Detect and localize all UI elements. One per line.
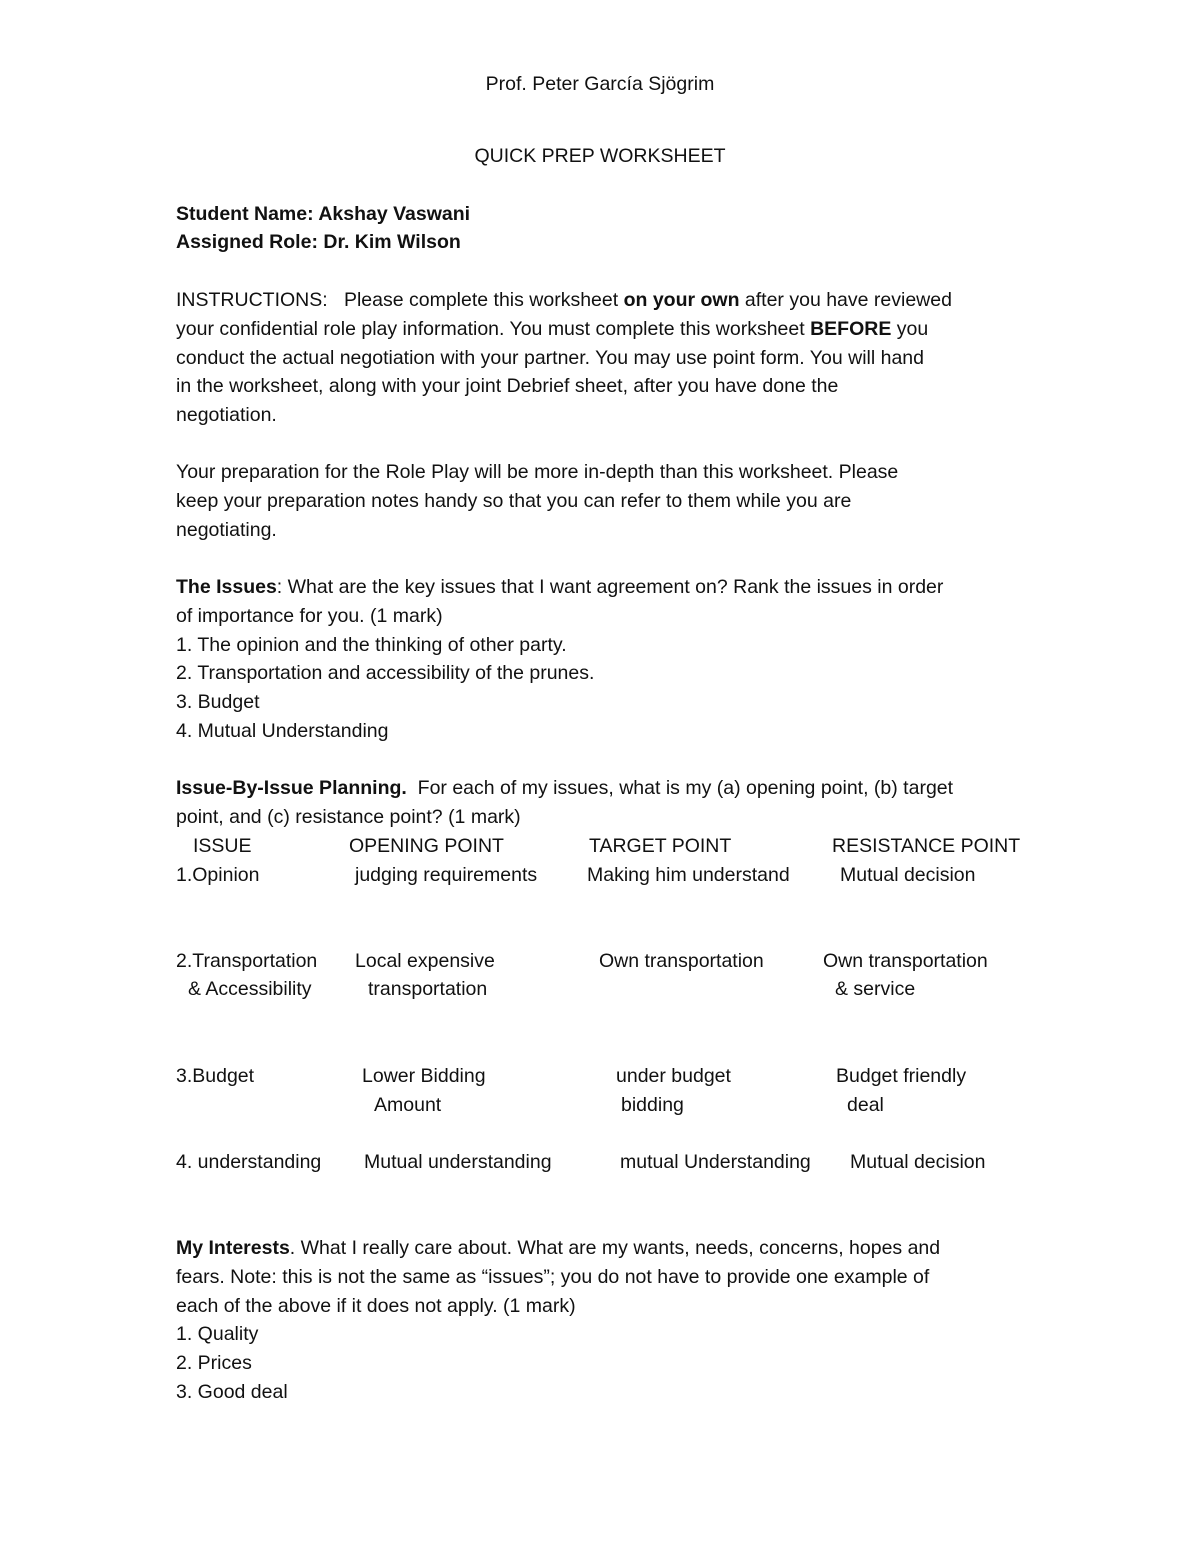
instructions-text: after you have reviewed [744,289,952,311]
interests-prompt-line-2: fears. Note: this is not the same as “issues”; you do not have to provide one example of [176,1265,930,1288]
table-cell-opening: judging requirements [355,864,538,886]
interests-prompt-text: . What I really care about. What are my wants, needs, concerns, hopes and [289,1237,941,1259]
issues-prompt-line-2: of importance for you. (1 mark) [176,604,443,627]
instructions-line-5: negotiation. [176,404,277,427]
table-cell-resistance: Mutual decision [850,1151,986,1173]
table-cell-opening: Lower Bidding [362,1065,486,1087]
issues-section [176,573,1036,746]
column-header-issue: ISSUE [193,835,252,857]
instructions-label: INSTRUCTIONS: [176,289,328,311]
table-cell-opening: Amount [374,1094,442,1116]
interests-prompt-line-1 [176,1234,1036,1263]
table-cell-issue: 1.Opinion [176,864,260,886]
planning-prompt-line-1 [176,774,1036,803]
emphasis-on-your-own: on your own [623,289,740,311]
column-header-opening-point: OPENING POINT [349,835,504,857]
page-title: QUICK PREP WORKSHEET [474,145,726,167]
table-cell-issue: & Accessibility [188,978,312,1000]
instructions-paragraph [176,286,1036,430]
planning-label: Issue-By-Issue Planning. [176,777,407,799]
instructions-line-4: in the worksheet, along with your joint Debrief sheet, after you have done the [176,375,839,398]
preparation-line-2: keep your preparation notes handy so that you can refer to them while you are [176,489,852,512]
issues-label: The Issues [176,576,277,598]
table-cell-target: under budget [616,1065,731,1087]
interests-label: My Interests [176,1237,290,1259]
issue-list-item: 2. Transportation and accessibility of the prunes. [176,662,595,685]
issue-list-item: 1. The opinion and the thinking of other party. [176,633,567,656]
interests-prompt-line-3: each of the above if it does not apply. (1 mark) [176,1294,576,1317]
table-cell-target: Own transportation [599,950,764,972]
table-cell-resistance: deal [847,1094,884,1116]
planning-prompt-line-2: point, and (c) resistance point? (1 mark) [176,805,521,828]
instructions-text: your confidential role play information. You must complete this worksheet [176,317,805,340]
table-cell-target: bidding [621,1094,684,1116]
instructions-text: Please complete this worksheet [343,289,619,311]
author-header: Prof. Peter García Sjögrim [485,73,715,95]
planning-section-prompt [176,774,1036,832]
table-cell-opening: Local expensive [355,950,495,972]
emphasis-before: BEFORE [810,317,892,340]
table-cell-resistance: Budget friendly [836,1065,967,1087]
student-name-value: Akshay Vaswani [318,203,471,225]
issue-list-item: 4. Mutual Understanding [176,719,389,742]
instructions-text: you [896,317,929,340]
instructions-line-2 [176,315,1036,344]
planning-prompt-text: For each of my issues, what is my (a) opening point, (b) target [417,777,954,799]
interest-list-item: 1. Quality [176,1323,259,1346]
preparation-line-3: negotiating. [176,518,277,541]
instructions-line-3: conduct the actual negotiation with your partner. You may use point form. You will hand [176,346,924,369]
issues-prompt-line-1 [176,573,1036,602]
table-cell-target: Making him understand [587,864,790,886]
student-name-line [176,200,470,229]
interest-list-item: 2. Prices [176,1352,252,1375]
table-cell-target: mutual Understanding [620,1151,811,1173]
assigned-role-label: Assigned Role: [176,231,318,253]
table-cell-resistance: Own transportation [823,950,988,972]
column-header-resistance-point: RESISTANCE POINT [832,835,1021,857]
student-name-label: Student Name: [176,203,314,225]
column-header-target-point: TARGET POINT [589,835,732,857]
table-cell-opening: Mutual understanding [364,1151,552,1173]
preparation-line-1: Your preparation for the Role Play will be more in-depth than this worksheet. Please [176,461,899,483]
table-cell-issue: 3.Budget [176,1065,255,1087]
interests-section [176,1234,1036,1407]
interest-list-item: 3. Good deal [176,1380,288,1403]
table-cell-issue: 2.Transportation [176,950,318,972]
assigned-role-value: Dr. Kim Wilson [323,231,461,253]
table-cell-resistance: & service [835,978,916,1000]
issue-list-item: 3. Budget [176,691,260,714]
table-cell-resistance: Mutual decision [840,864,976,886]
preparation-paragraph [176,458,1036,544]
issues-prompt-text: : What are the key issues that I want agreement on? Rank the issues in order [276,576,944,598]
instructions-line-1 [176,286,1036,315]
table-cell-opening: transportation [368,978,488,1000]
table-cell-issue: 4. understanding [176,1151,322,1173]
assigned-role-line [176,228,461,257]
